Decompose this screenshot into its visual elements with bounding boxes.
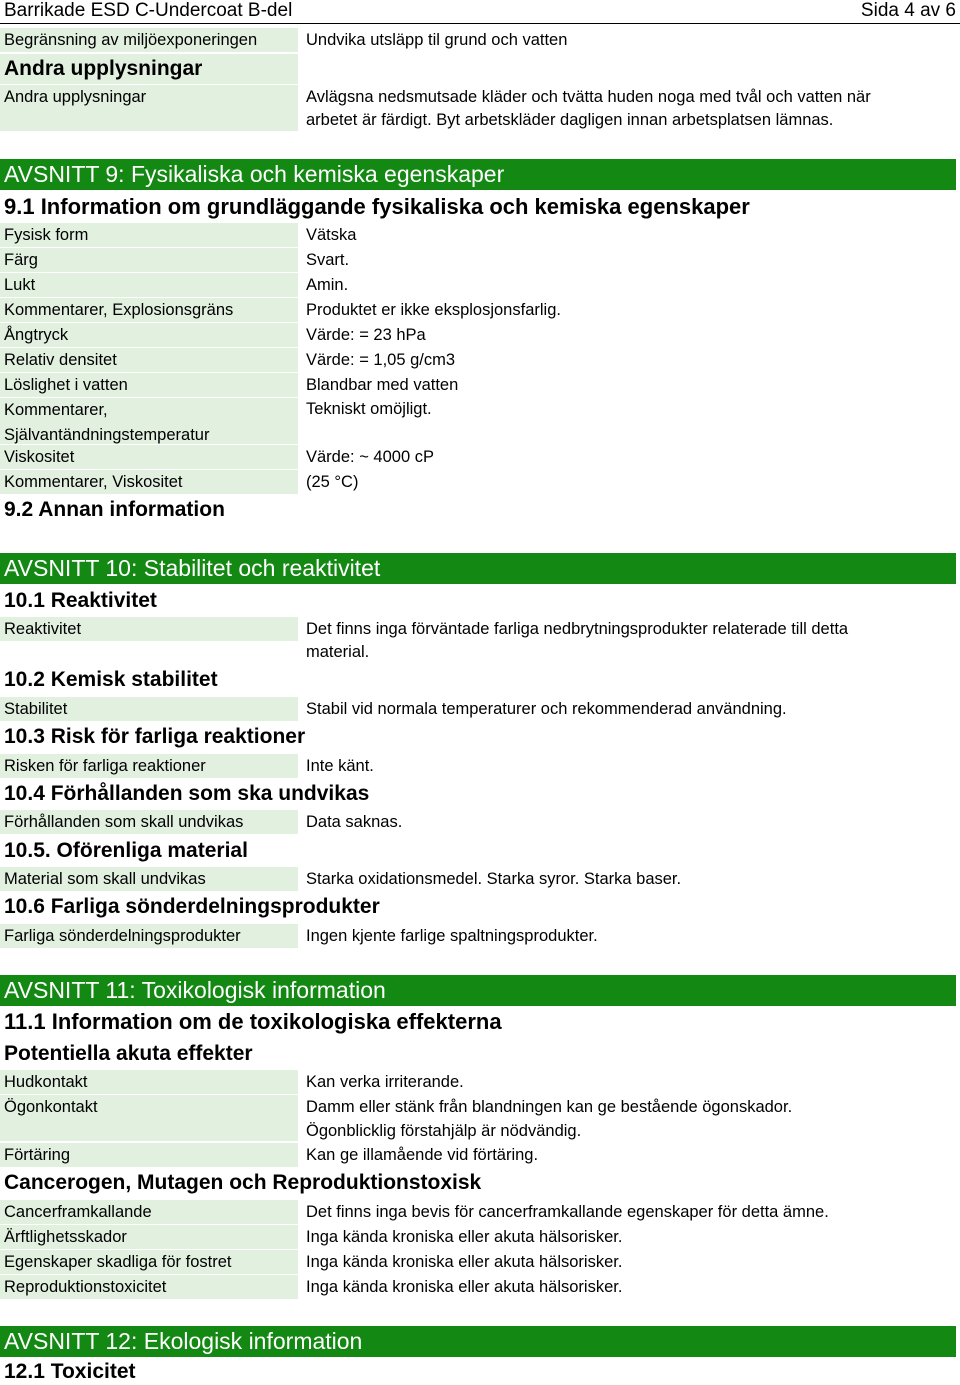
row-label: Hudkontakt — [0, 1070, 298, 1094]
subsection-heading: 10.2 Kemisk stabilitet — [4, 668, 218, 691]
row-label-line: Självantändningstemperatur — [4, 425, 210, 444]
row-label: Andra upplysningar — [0, 85, 298, 131]
page-number: Sida 4 av 6 — [860, 0, 956, 21]
row-label-multiline — [0, 398, 298, 444]
row-label: Fysisk form — [0, 223, 298, 247]
row-label: Reaktivitet — [0, 617, 298, 641]
row-value: Värde: = 23 hPa — [306, 326, 426, 344]
row-label: Förtäring — [0, 1143, 298, 1167]
row-value: Undvika utsläpp til grund och vatten — [306, 31, 568, 49]
row-value: Data saknas. — [306, 813, 403, 831]
row-label: Egenskaper skadliga för fostret — [0, 1250, 298, 1274]
row-value: Inga kända kroniska eller akuta hälsorisker. — [306, 1228, 623, 1246]
row-value: Kan verka irriterande. — [306, 1073, 464, 1091]
subsection-heading: Potentiella akuta effekter — [4, 1042, 253, 1065]
subsection-heading: Andra upplysningar — [0, 54, 298, 84]
subsection-heading: 10.3 Risk för farliga reaktioner — [4, 725, 306, 748]
row-value: Värde: = 1,05 g/cm3 — [306, 351, 456, 369]
subsection-heading: 12.1 Toxicitet — [4, 1360, 136, 1383]
section-heading-12: AVSNITT 12: Ekologisk information — [0, 1326, 956, 1357]
row-value: Inte känt. — [306, 757, 374, 775]
row-value-line: Ögonblicklig förstahjälp är nödvändig. — [306, 1122, 582, 1140]
row-value-line: Damm eller stänk från blandningen kan ge bestående ögonskador. — [306, 1098, 793, 1116]
row-value: Starka oxidationsmedel. Starka syror. Starka baser. — [306, 870, 682, 888]
subsection-heading: 10.1 Reaktivitet — [4, 589, 157, 612]
subsection-heading: Cancerogen, Mutagen och Reproduktionstoxisk — [4, 1171, 482, 1194]
row-label-line: Kommentarer, — [4, 401, 108, 419]
row-value: Kan ge illamående vid förtäring. — [306, 1146, 539, 1164]
row-label: Färg — [0, 248, 298, 272]
row-value: Vätska — [306, 226, 357, 244]
row-label: Förhållanden som skall undvikas — [0, 810, 298, 834]
subsection-heading: 10.4 Förhållanden som ska undvikas — [4, 782, 370, 805]
header-rule — [0, 23, 960, 24]
subsection-heading: 10.5. Oförenliga material — [4, 839, 248, 862]
row-label: Ångtryck — [0, 323, 298, 347]
row-label: Ögonkontakt — [0, 1095, 298, 1141]
row-label: Begränsning av miljöexponeringen — [0, 28, 298, 52]
row-value: (25 °C) — [306, 473, 359, 491]
row-value: Produktet er ikke eksplosjonsfarlig. — [306, 301, 561, 319]
row-value: Stabil vid normala temperaturer och rekommenderad användning. — [306, 700, 787, 718]
subsection-heading: 10.6 Farliga sönderdelningsprodukter — [4, 895, 380, 918]
row-label: Stabilitet — [0, 697, 298, 721]
row-value-line: Det finns inga förväntade farliga nedbrytningsprodukter relaterade till detta — [306, 620, 849, 638]
row-label: Ärftlighetsskador — [0, 1225, 298, 1249]
row-label: Kommentarer, Viskositet — [0, 470, 298, 494]
subsection-heading: 11.1 Information om de toxikologiska effekterna — [4, 1009, 502, 1034]
row-label: Relativ densitet — [0, 348, 298, 372]
row-value: Det finns inga bevis för cancerframkallande egenskaper för detta ämne. — [306, 1203, 829, 1221]
row-value: Inga kända kroniska eller akuta hälsorisker. — [306, 1253, 623, 1271]
section-heading-11: AVSNITT 11: Toxikologisk information — [0, 975, 956, 1006]
subsection-heading: 9.1 Information om grundläggande fysikaliska och kemiska egenskaper — [4, 194, 750, 219]
section-heading-9: AVSNITT 9: Fysikaliska och kemiska egenskaper — [0, 159, 956, 190]
row-label: Farliga sönderdelningsprodukter — [0, 924, 298, 948]
row-value: Amin. — [306, 276, 349, 294]
row-value-line: material. — [306, 643, 370, 661]
row-label: Cancerframkallande — [0, 1200, 298, 1224]
row-value-line: arbetet är färdigt. Byt arbetskläder dagligen innan arbetsplatsen lämnas. — [306, 111, 834, 129]
row-label: Lukt — [0, 273, 298, 297]
row-value: Inga kända kroniska eller akuta hälsorisker. — [306, 1278, 623, 1296]
row-value: Ingen kjente farlige spaltningsprodukter. — [306, 927, 598, 945]
row-value: Värde: ~ 4000 cP — [306, 448, 434, 466]
document-title: Barrikade ESD C-Undercoat B-del — [4, 0, 293, 21]
section-heading-10: AVSNITT 10: Stabilitet och reaktivitet — [0, 553, 956, 584]
subsection-heading: 9.2 Annan information — [4, 498, 225, 521]
row-label: Viskositet — [0, 445, 298, 469]
row-value: Blandbar med vatten — [306, 376, 459, 394]
row-value: Svart. — [306, 251, 350, 269]
row-value: Tekniskt omöjligt. — [306, 400, 432, 418]
row-label: Risken för farliga reaktioner — [0, 754, 298, 778]
row-label: Reproduktionstoxicitet — [0, 1275, 298, 1299]
row-value-line: Avlägsna nedsmutsade kläder och tvätta huden noga med tvål och vatten när — [306, 88, 871, 106]
row-label: Material som skall undvikas — [0, 867, 298, 891]
row-label: Löslighet i vatten — [0, 373, 298, 397]
row-label: Kommentarer, Explosionsgräns — [0, 298, 298, 322]
